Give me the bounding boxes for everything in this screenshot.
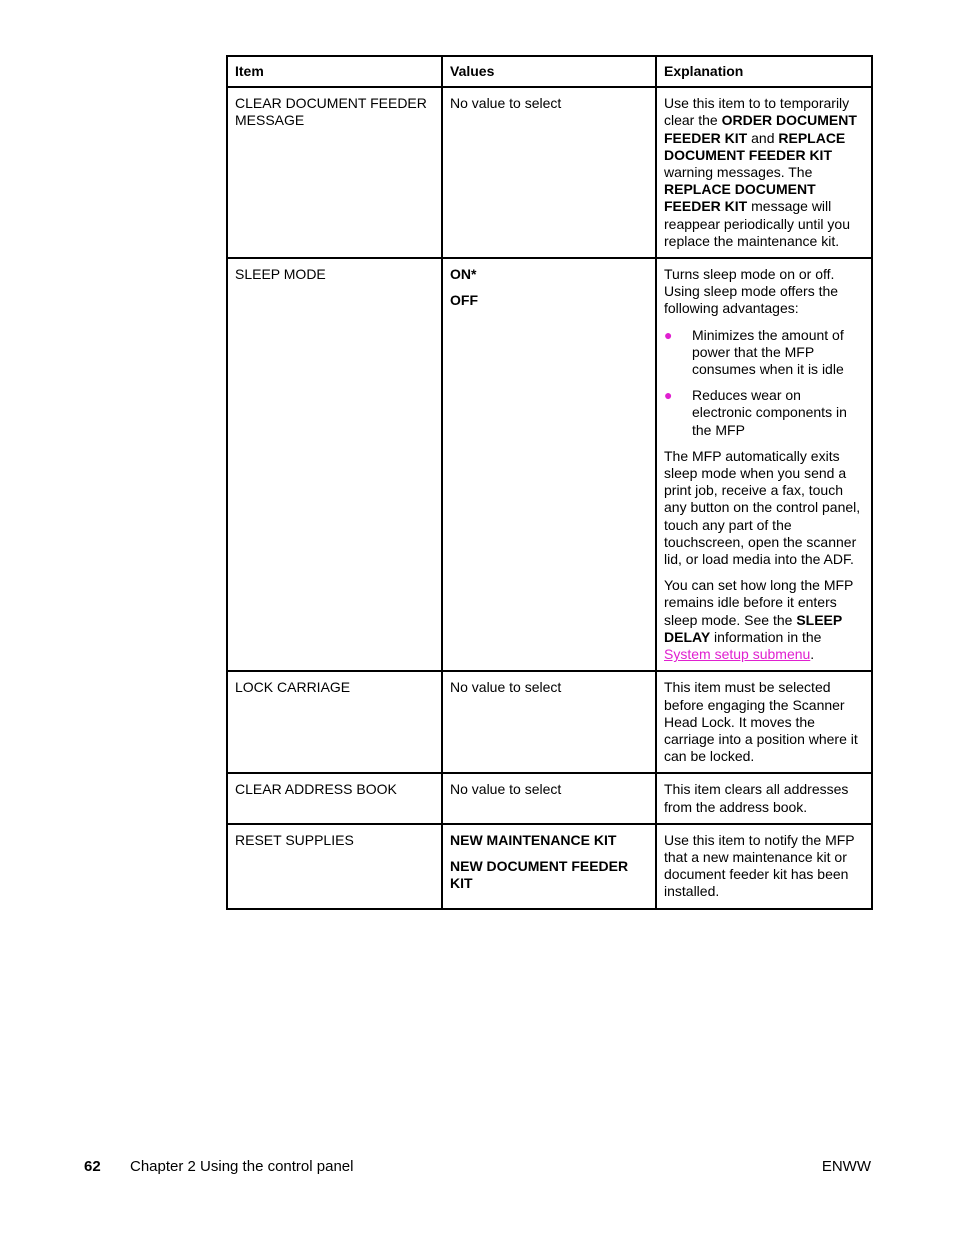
page-footer — [84, 1158, 871, 1175]
footer-label: ENWW — [821, 1158, 871, 1175]
table-row — [227, 87, 872, 258]
explanation-text: The MFP automatically exits sleep mode when you send a print job, receive a fax, touch any button on the control panel, touch any part of the touchscreen, open the scanner lid, or load media into the ADF. — [664, 447, 861, 568]
value-option: No value to select — [450, 95, 562, 112]
values-cell — [442, 258, 656, 671]
item-cell: SLEEP MODE — [227, 258, 442, 671]
advantages-list — [664, 327, 864, 439]
item-cell: CLEAR ADDRESS BOOK — [227, 773, 442, 823]
table-row — [227, 773, 872, 823]
bullet-icon: ● — [664, 326, 673, 343]
explanation-text: This item must be selected before engaging the Scanner Head Lock. It moves the carriage into a position where it can be locked. — [664, 679, 858, 765]
system-setup-submenu-link[interactable]: System setup submenu — [664, 646, 811, 663]
item-cell: LOCK CARRIAGE — [227, 671, 442, 773]
table-header-row — [227, 56, 872, 87]
replace-document-feeder-kit-term: REPLACE DOCUMENT FEEDER KIT — [664, 181, 816, 215]
table-row — [227, 824, 872, 909]
value-option: ON* — [450, 266, 477, 283]
bullet-icon: ● — [664, 387, 673, 404]
explanation-text: Turns sleep mode on or off. Using sleep mode offers the following advantages: — [664, 266, 839, 317]
values-cell — [442, 87, 656, 258]
order-document-feeder-kit-term: ORDER DOCUMENT FEEDER KIT — [664, 112, 857, 146]
values-cell — [442, 824, 656, 909]
value-option: NEW DOCUMENT FEEDER KIT — [450, 857, 629, 892]
explanation-text: This item clears all addresses from the address book. — [664, 781, 849, 815]
values-cell — [442, 773, 656, 823]
explanation-cell — [656, 671, 872, 773]
page-number: 62 — [84, 1158, 101, 1175]
value-option: OFF — [450, 292, 478, 309]
item-cell: CLEAR DOCUMENT FEEDER MESSAGE — [227, 87, 442, 258]
explanation-cell — [656, 773, 872, 823]
value-option: No value to select — [450, 679, 562, 696]
list-item: ● Minimizes the amount of power that the MFP consumes when it is idle — [664, 326, 844, 378]
item-cell: RESET SUPPLIES — [227, 824, 442, 909]
explanation-text: Use this item to notify the MFP that a new maintenance kit or document feeder kit has been installed. — [664, 831, 855, 900]
explanation-cell — [656, 87, 872, 258]
value-option: NEW MAINTENANCE KIT — [450, 831, 617, 848]
column-header-item: Item — [227, 56, 442, 87]
values-cell — [442, 671, 656, 773]
menu-table — [226, 55, 873, 910]
explanation-text: You can set how long the MFP remains idle before it enters sleep mode. See the SLEEP DELAY information in the System setup submenu. — [664, 577, 854, 663]
sleep-delay-term: SLEEP DELAY — [664, 611, 842, 645]
explanation-text: Use this item to to temporarily clear the ORDER DOCUMENT FEEDER KIT and REPLACE DOCUMENT FEEDER KIT warning messages. The REPLACE DOCUMENT FEEDER KIT message will reappear periodically until you replace the maintenance kit. — [664, 95, 857, 249]
explanation-cell — [656, 824, 872, 909]
replace-document-feeder-kit-term: REPLACE DOCUMENT FEEDER KIT — [664, 129, 846, 163]
table-row — [227, 671, 872, 773]
chapter-title: Chapter 2 Using the control panel — [130, 1158, 354, 1175]
column-header-values: Values — [442, 56, 656, 87]
explanation-cell — [656, 258, 872, 671]
column-header-explanation: Explanation — [656, 56, 872, 87]
value-option: No value to select — [450, 781, 562, 798]
table-row — [227, 258, 872, 671]
list-item: ● Reduces wear on electronic components in the MFP — [664, 387, 847, 438]
